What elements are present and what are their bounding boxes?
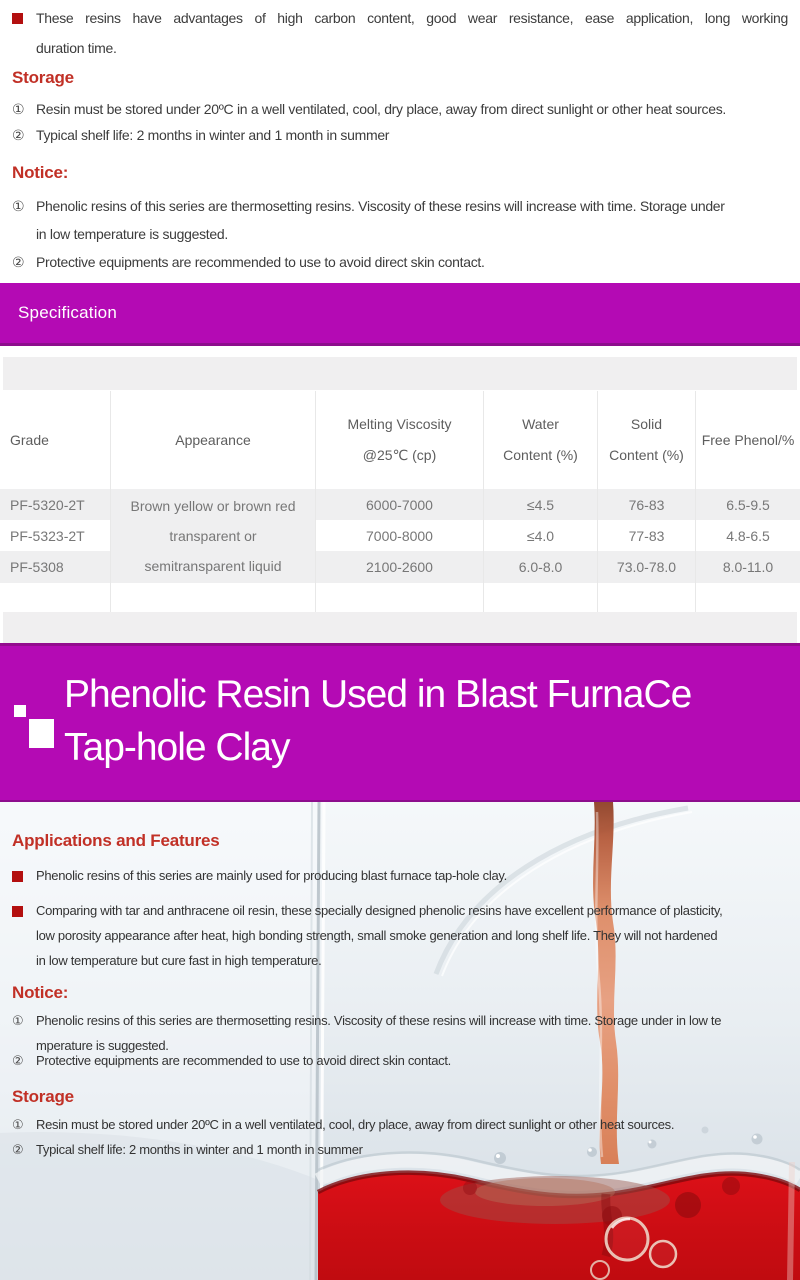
specification-banner: [0, 283, 800, 346]
col-header-solid-content: Solid Content (%): [609, 416, 684, 463]
applications-heading: Applications and Features: [12, 831, 220, 850]
main-title-banner: [0, 643, 800, 802]
storage-item-1: [12, 95, 726, 123]
storage-item-2: [12, 121, 389, 149]
notice-item-1: [12, 192, 725, 248]
bullet-square-icon: [12, 13, 23, 24]
viscosity-cell: 7000-8000: [366, 527, 433, 544]
notice-item-2-text: Protective equipments are recommended to use to avoid direct skin contact.: [36, 254, 485, 270]
appearance-line-1: Brown yellow or brown red: [130, 498, 296, 514]
storage-heading-bottom: Storage: [12, 1087, 74, 1106]
main-title: [64, 668, 691, 774]
circled-1-icon: ①: [12, 198, 25, 214]
col-header-water-content: Water Content (%): [503, 416, 578, 463]
storage-item-1-text: Resin must be stored under 20ºC in a well ventilated, cool, dry place, away from direct sunlight or other heat sources.: [36, 101, 726, 117]
viscosity-cell: 2100-2600: [366, 559, 433, 575]
storage-item-2-text: Typical shelf life: 2 months in winter and 1 month in summer: [36, 127, 390, 143]
bullet-square-icon: [12, 906, 23, 917]
circled-1-icon: ①: [12, 1117, 24, 1132]
applications-bullet-2: Comparing with tar and anthracene oil resin, these specially designed phenolic resins have excellent performance of plasticity, low porosity appearance after heat, high bonding strength, small smoke generation and long shelf life. They will not hardened in low temperature but cure fast in high temperature.: [36, 903, 723, 968]
phenol-cell: 4.8-6.5: [726, 527, 770, 544]
storage-item-1-bottom: ① Resin must be stored under 20ºC in a well ventilated, cool, dry place, away from direct sunlight or other heat sources.: [12, 1112, 674, 1137]
solid-cell: 76-83: [628, 496, 665, 513]
water-cell: ≤4.5: [526, 496, 555, 513]
water-cell: 6.0-8.0: [518, 559, 563, 575]
intro-line-1: These resins have advantages of high carbon content, good wear resistance, ease application, long working: [36, 10, 788, 26]
water-cell: ≤4.0: [526, 527, 555, 544]
banner-square-icon-small: [14, 705, 26, 717]
appearance-merged-cell: [111, 489, 315, 583]
col-header-melting-viscosity: Melting Viscosity @25℃ (cp): [347, 416, 452, 463]
circled-2-icon: ②: [12, 127, 25, 143]
solid-cell: 77-83: [628, 527, 665, 544]
notice-item-1-line-1: Phenolic resins of this series are thermosetting resins. Viscosity of these resins will increase with time. Storage under: [36, 198, 725, 214]
applications-bullet-1: Phenolic resins of this series are mainly used for producing blast furnace tap-hole clay.: [36, 868, 507, 883]
banner-square-icon-large: [29, 719, 54, 748]
col-header-free-phenol: Free Phenol/%: [701, 431, 795, 448]
table-bottom-band: [3, 612, 797, 643]
viscosity-cell: 6000-7000: [366, 496, 433, 513]
storage-item-2-bottom: ② Typical shelf life: 2 months in winter and 1 month in summer: [12, 1137, 363, 1162]
table-top-band: [3, 357, 797, 390]
grade-cell: PF-5323-2T: [10, 527, 85, 544]
phenol-cell: 6.5-9.5: [726, 496, 770, 513]
bullet-square-icon: [12, 871, 23, 882]
col-header-appearance: Appearance: [175, 431, 251, 448]
solid-cell: 73.0-78.0: [616, 559, 677, 575]
main-title-line-2: Tap-hole Clay: [64, 726, 290, 769]
circled-2-icon: ②: [12, 1053, 24, 1068]
circled-1-icon: ①: [12, 101, 25, 117]
notice-heading-bottom: Notice:: [12, 983, 69, 1002]
storage-heading-top: Storage: [12, 68, 74, 87]
notice-heading-top: Notice:: [12, 163, 69, 182]
notice-item-2-bottom: ② Protective equipments are recommended to use to avoid direct skin contact.: [12, 1048, 451, 1073]
main-title-line-1: Phenolic Resin Used in Blast FurnaCe: [64, 673, 692, 716]
specification-banner-title: Specification: [18, 303, 117, 322]
notice-item-1-bottom: ① Phenolic resins of this series are thermosetting resins. Viscosity of these resins will increase with time. Storage under in low te mperature is suggested.: [12, 1008, 721, 1058]
appearance-line-3: semitransparent liquid: [144, 558, 282, 574]
circled-2-icon: ②: [12, 254, 25, 270]
circled-1-icon: ①: [12, 1013, 24, 1028]
grade-cell: PF-5320-2T: [10, 496, 85, 513]
intro-line-2: duration time.: [36, 40, 117, 56]
notice-item-2: [12, 248, 485, 276]
notice-item-1-line-2: in low temperature is suggested.: [36, 226, 228, 242]
specification-table: [0, 391, 800, 612]
intro-paragraph: [36, 3, 788, 63]
col-header-grade: Grade: [10, 431, 49, 448]
appearance-line-2: transparent or: [169, 528, 257, 544]
product-photo-section: [0, 802, 800, 1280]
circled-2-icon: ②: [12, 1142, 24, 1157]
phenol-cell: 8.0-11.0: [722, 559, 774, 575]
grade-cell: PF-5308: [10, 559, 64, 575]
